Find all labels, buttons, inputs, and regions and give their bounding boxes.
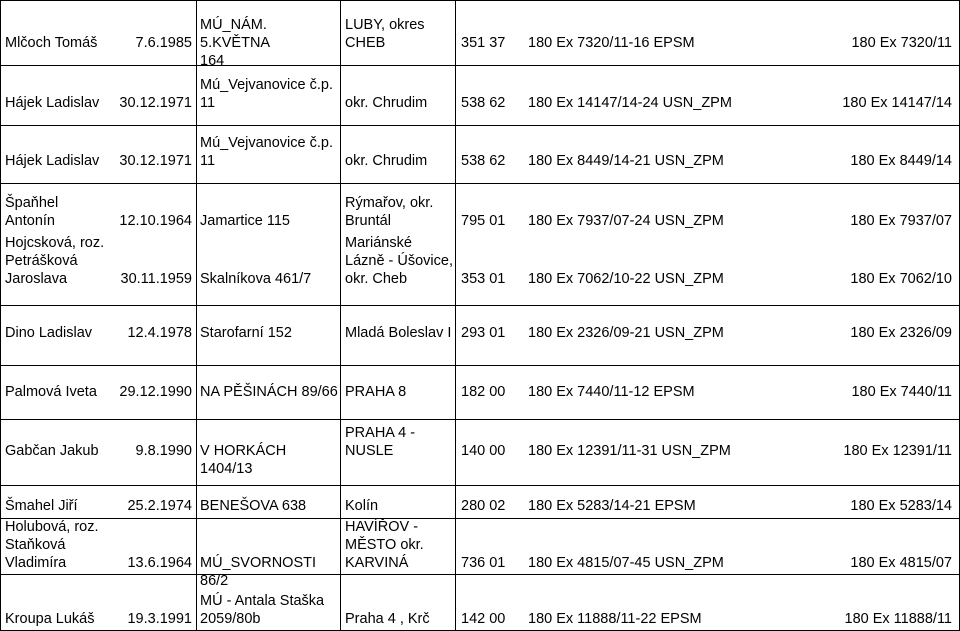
cell-city: Mariánské Lázně - Úšovice, okr. Cheb <box>345 235 453 287</box>
cell-case-number: 180 Ex 7320/11 <box>851 35 952 51</box>
row-divider <box>0 183 960 184</box>
cell-birth-date: 7.6.1985 <box>135 35 192 51</box>
cell-city: LUBY, okres CHEB <box>345 17 425 51</box>
cell-document-number: 180 Ex 11888/11-22 EPSM <box>528 611 702 627</box>
cell-document-number: 180 Ex 2326/09-21 USN_ZPM <box>528 325 724 341</box>
cell-city: Praha 4 , Krč <box>345 611 430 627</box>
cell-name: Špaňhel Antonín <box>5 195 59 229</box>
cell-postcode: 353 01 <box>461 271 506 287</box>
cell-birth-date: 13.6.1964 <box>127 555 192 571</box>
column-divider <box>0 0 1 631</box>
row-divider <box>0 125 960 126</box>
cell-document-number: 180 Ex 4815/07-45 USN_ZPM <box>528 555 724 571</box>
cell-document-number: 180 Ex 7937/07-24 USN_ZPM <box>528 213 724 229</box>
cell-case-number: 180 Ex 7062/10 <box>850 271 952 287</box>
cell-address: BENEŠOVA 638 <box>200 498 307 514</box>
cell-document-number: 180 Ex 8449/14-21 USN_ZPM <box>528 153 724 169</box>
cell-document-number: 180 Ex 12391/11-31 USN_ZPM <box>528 443 731 459</box>
row-divider <box>0 65 960 66</box>
row-divider <box>0 485 960 486</box>
row-divider <box>0 365 960 366</box>
cell-case-number: 180 Ex 7937/07 <box>850 213 952 229</box>
row-divider <box>0 305 960 306</box>
cell-address: NA PĚŠINÁCH 89/66 <box>200 384 338 400</box>
cell-birth-date: 25.2.1974 <box>127 498 192 514</box>
cell-case-number: 180 Ex 2326/09 <box>850 325 952 341</box>
cell-city: Mladá Boleslav I <box>345 325 452 341</box>
cell-city: okr. Chrudim <box>345 95 428 111</box>
cell-case-number: 180 Ex 7440/11 <box>851 384 952 400</box>
cell-city: okr. Chrudim <box>345 153 428 169</box>
cell-city: Rýmařov, okr. Bruntál <box>345 195 434 229</box>
cell-name: Gabčan Jakub <box>5 443 99 459</box>
cell-birth-date: 30.12.1971 <box>119 95 192 111</box>
cell-postcode: 736 01 <box>461 555 506 571</box>
cell-document-number: 180 Ex 7062/10-22 USN_ZPM <box>528 271 724 287</box>
cell-name: Palmová Iveta <box>5 384 97 400</box>
cell-postcode: 142 00 <box>461 611 506 627</box>
cell-birth-date: 9.8.1990 <box>135 443 192 459</box>
column-divider <box>455 0 456 631</box>
cell-document-number: 180 Ex 5283/14-21 EPSM <box>528 498 696 514</box>
row-divider <box>0 518 960 519</box>
cell-birth-date: 19.3.1991 <box>127 611 192 627</box>
cell-postcode: 538 62 <box>461 153 506 169</box>
cell-case-number: 180 Ex 5283/14 <box>850 498 952 514</box>
cell-name: Hojcsková, roz. Petrášková Jaroslava <box>5 235 105 287</box>
cell-postcode: 140 00 <box>461 443 506 459</box>
cell-city: HAVÍŘOV - MĚSTO okr. KARVINÁ <box>345 519 424 571</box>
row-divider <box>0 0 960 1</box>
cell-case-number: 180 Ex 11888/11 <box>844 611 952 627</box>
cell-address: Jamartice 115 <box>200 213 290 229</box>
cell-document-number: 180 Ex 14147/14-24 USN_ZPM <box>528 95 732 111</box>
cell-birth-date: 30.12.1971 <box>119 153 192 169</box>
cell-postcode: 293 01 <box>461 325 506 341</box>
cell-postcode: 182 00 <box>461 384 506 400</box>
cell-name: Šmahel Jiří <box>5 498 78 514</box>
cell-name: Hájek Ladislav <box>5 95 100 111</box>
column-divider <box>196 0 197 631</box>
cell-name: Mlčoch Tomáš <box>5 35 98 51</box>
cell-address: Mú_Vejvanovice č.p. 11 <box>200 135 333 169</box>
cell-case-number: 180 Ex 12391/11 <box>843 443 952 459</box>
cell-address: Skalníkova 461/7 <box>200 271 312 287</box>
cell-city: PRAHA 8 <box>345 384 407 400</box>
cell-postcode: 351 37 <box>461 35 506 51</box>
cell-city: Kolín <box>345 498 379 514</box>
column-divider <box>340 0 341 631</box>
cell-case-number: 180 Ex 8449/14 <box>850 153 952 169</box>
cell-address: Starofarní 152 <box>200 325 292 341</box>
cell-postcode: 538 62 <box>461 95 506 111</box>
cell-birth-date: 12.4.1978 <box>127 325 192 341</box>
cell-address: Mú_Vejvanovice č.p. 11 <box>200 77 333 111</box>
cell-name: Dino Ladislav <box>5 325 93 341</box>
cell-address: V HORKÁCH 1404/13 <box>200 443 287 477</box>
cell-address: MÚ_NÁM. 5.KVĚTNA 164 <box>200 17 271 69</box>
cell-birth-date: 12.10.1964 <box>119 213 192 229</box>
cell-city: PRAHA 4 - NUSLE <box>345 425 416 459</box>
cell-name: Holubová, roz. Staňková Vladimíra <box>5 519 99 571</box>
cell-address: MÚ - Antala Staška 2059/80b <box>200 593 325 627</box>
cell-document-number: 180 Ex 7440/11-12 EPSM <box>528 384 695 400</box>
cell-document-number: 180 Ex 7320/11-16 EPSM <box>528 35 695 51</box>
cell-case-number: 180 Ex 4815/07 <box>850 555 952 571</box>
cell-birth-date: 29.12.1990 <box>119 384 192 400</box>
row-divider <box>0 574 960 575</box>
cell-birth-date: 30.11.1959 <box>120 271 192 287</box>
cell-postcode: 280 02 <box>461 498 506 514</box>
row-divider <box>0 419 960 420</box>
cell-address: MÚ_SVORNOSTI 86/2 <box>200 555 317 589</box>
cell-case-number: 180 Ex 14147/14 <box>842 95 952 111</box>
cell-postcode: 795 01 <box>461 213 506 229</box>
cell-name: Hájek Ladislav <box>5 153 100 169</box>
cell-name: Kroupa Lukáš <box>5 611 95 627</box>
